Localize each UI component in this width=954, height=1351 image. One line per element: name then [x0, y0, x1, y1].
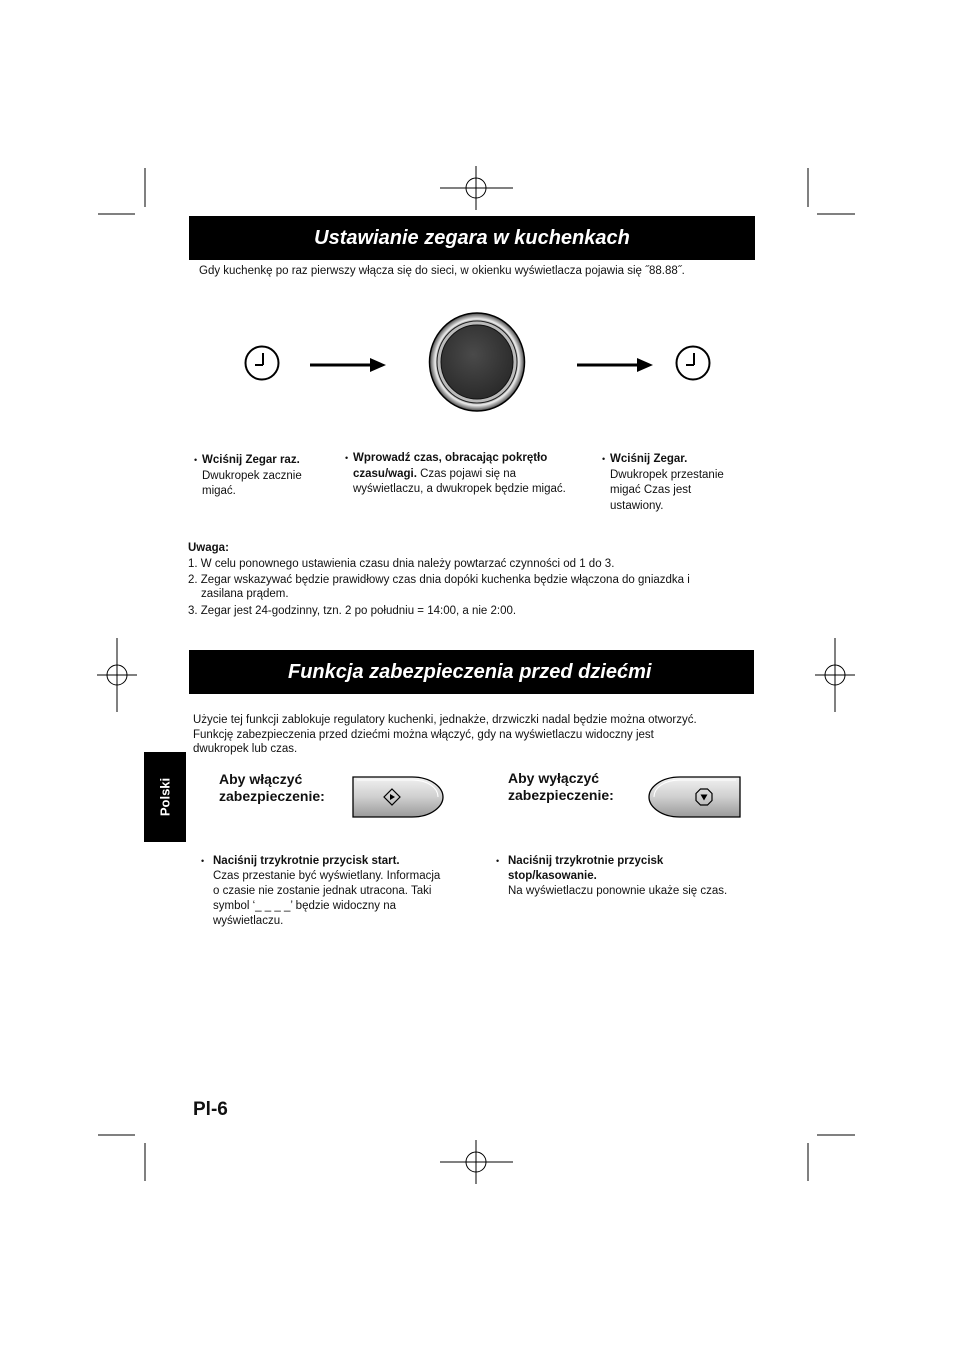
disable-label-line-2: zabezpieczenie:	[508, 787, 614, 803]
note-title: Uwaga:	[188, 542, 229, 554]
step-2-text: Czas pojawi się na wyświetlaczu, a dwukropek będzie migać.	[353, 467, 566, 495]
disable-label	[508, 770, 614, 804]
step-2-bold: Wprowadź czas, obracając pokrętło czasu/wagi.	[353, 452, 548, 480]
step-2: • Wprowadź czas, obracając pokrętło czasu/wagi. Czas pojawi się na wyświetlaczu, a dwukropek będzie migać.	[345, 452, 566, 495]
registration-mark-icon	[440, 1140, 513, 1184]
step-3-text: Dwukropek przestanie migać Czas jest ustawiony.	[610, 468, 724, 512]
intro-line-2: Funkcję zabezpieczenia przed dziećmi można włączyć, gdy na wyświetlaczu widoczny jest	[193, 728, 654, 741]
arrow-right-icon	[310, 358, 390, 372]
language-tab	[144, 752, 186, 842]
enable-step: • Naciśnij trzykrotnie przycisk start. Czas przestanie być wyświetlany. Informacja o czasie nie zostanie jednak utracona. Taki symbol ‘_ _ _ _’ będzie widoczny na wyświetlaczu.	[213, 854, 473, 929]
section-title-text: Funkcja zabezpieczenia przed dziećmi	[288, 660, 652, 683]
note-line-2b: zasilana prądem.	[201, 588, 289, 600]
disable-label-line-1: Aby wyłączyć	[508, 770, 600, 786]
step-1-bold: Wciśnij Zegar raz.	[202, 454, 300, 466]
enable-step-line-4: wyświetlaczu.	[213, 915, 284, 927]
clock-icon	[674, 344, 714, 384]
enable-step-bold: Naciśnij trzykrotnie przycisk start.	[213, 855, 400, 867]
dial-knob-icon[interactable]	[428, 312, 528, 412]
intro-line-1: Użycie tej funkcji zablokuje regulatory kuchenki, jednakże, drzwiczki nadal będzie można otworzyć.	[193, 714, 697, 726]
disable-step-bold-1: Naciśnij trzykrotnie przycisk	[508, 855, 664, 867]
disable-step-text: Na wyświetlaczu ponownie ukaże się czas.	[508, 885, 728, 897]
start-button-icon[interactable]	[352, 776, 444, 820]
step-3: • Wciśnij Zegar. Dwukropek przestanie migać Czas jest ustawiony.	[610, 452, 740, 514]
enable-step-line-2: o czasie nie zostanie jednak utracona. Taki	[213, 885, 432, 897]
registration-mark-icon	[815, 638, 855, 712]
note-line-1: 1. W celu ponownego ustawienia czasu dnia należy powtarzać czynności od 1 do 3.	[188, 558, 615, 570]
disable-step-bold-2: stop/kasowanie.	[508, 870, 597, 882]
enable-label-line-1: Aby włączyć	[219, 771, 303, 787]
intro-line-3: dwukropek lub czas.	[193, 743, 298, 755]
section-title-clock	[189, 216, 755, 260]
section-title-child-lock	[189, 650, 754, 694]
intro-text: Gdy kuchenkę po raz pierwszy włącza się do sieci, w okienku wyświetlacza pojawia się ˝88.88˝.	[199, 265, 685, 277]
enable-label	[219, 771, 325, 805]
clock-icon	[244, 344, 284, 384]
registration-mark-icon	[97, 638, 137, 712]
stop-button-icon[interactable]	[648, 776, 742, 820]
enable-label-line-2: zabezpieczenie:	[219, 788, 325, 804]
enable-step-line-1: Czas przestanie być wyświetlany. Informacja	[213, 870, 441, 882]
language-tab-label: Polski	[157, 777, 173, 817]
section-title-text: Ustawianie zegara w kuchenkach	[314, 226, 630, 249]
disable-step: • Naciśnij trzykrotnie przycisk stop/kasowanie. Na wyświetlaczu ponownie ukaże się czas.	[508, 854, 758, 899]
enable-step-line-3: symbol ‘_ _ _ _’ będzie widoczny na	[213, 900, 397, 912]
step-1-text: Dwukropek zacznie migać.	[202, 469, 302, 497]
registration-mark-icon	[440, 166, 513, 210]
page-number: Pl-6	[193, 1099, 228, 1120]
step-3-bold: Wciśnij Zegar.	[610, 453, 688, 465]
note-line-2: 2. Zegar wskazywać będzie prawidłowy czas dnia dopóki kuchenka będzie włączona do gniazdka i	[188, 574, 690, 586]
step-1: • Wciśnij Zegar raz. Dwukropek zacznie migać.	[202, 453, 332, 500]
arrow-right-icon	[577, 358, 657, 372]
child-lock-intro	[193, 713, 753, 757]
note-line-3: 3. Zegar jest 24-godzinny, tzn. 2 po południu = 14:00, a nie 2:00.	[188, 605, 517, 617]
